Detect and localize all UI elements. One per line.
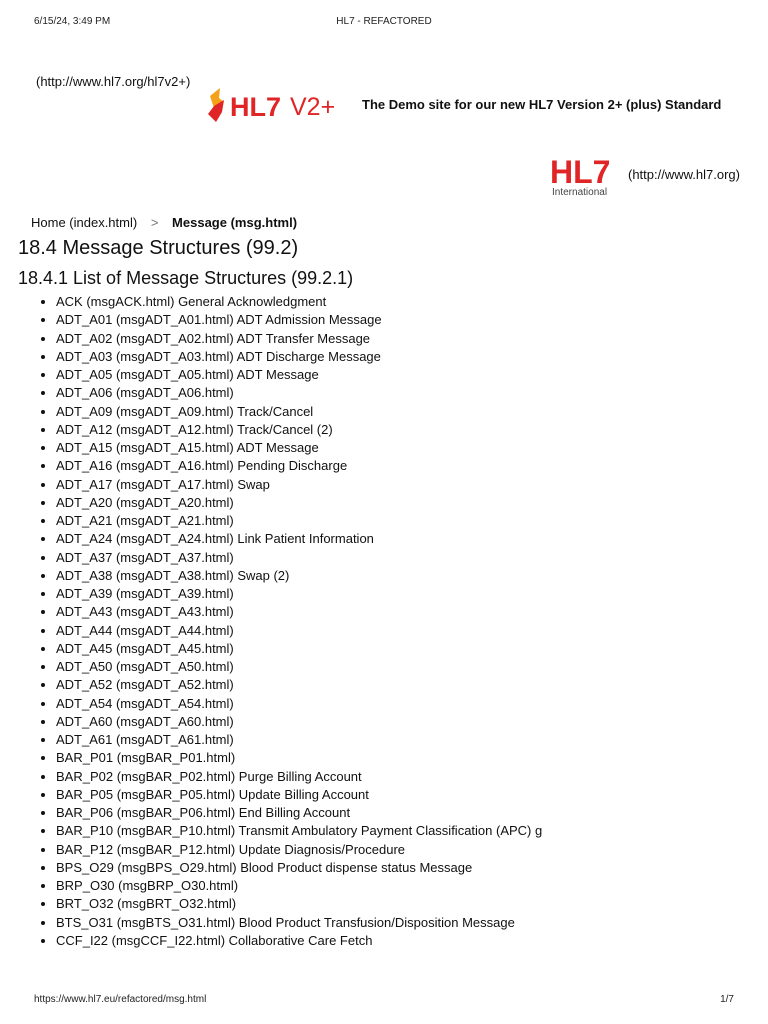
breadcrumb-home-link[interactable]: Home (index.html) [31,215,138,230]
list-item[interactable]: • ADT_A12 (msgADT_A12.html) Track/Cancel (2) [56,421,756,439]
list-item[interactable]: • ADT_A52 (msgADT_A52.html) [56,676,756,694]
list-item[interactable]: • CCF_I22 (msgCCF_I22.html) Collaborative Care Fetch [56,932,756,950]
list-item[interactable]: • ADT_A20 (msgADT_A20.html) [56,494,756,512]
intl-logo-sub-text: International [552,187,608,198]
list-item[interactable]: • ADT_A45 (msgADT_A45.html) [56,640,756,658]
flame-icon [208,88,224,122]
breadcrumb-separator: > [150,215,159,230]
list-item[interactable]: • ADT_A05 (msgADT_A05.html) ADT Message [56,366,756,384]
section-title: 18.4.1 List of Message Structures (99.2.1) [18,268,354,288]
list-item[interactable]: • ADT_A50 (msgADT_A50.html) [56,658,756,676]
list-item[interactable]: • ADT_A61 (msgADT_A61.html) [56,731,756,749]
message-structure-list [36,293,756,950]
print-url: https://www.hl7.eu/refactored/msg.html [34,994,207,1005]
list-item[interactable]: • ADT_A43 (msgADT_A43.html) [56,603,756,621]
breadcrumb-current[interactable]: Message (msg.html) [172,215,298,230]
list-item[interactable]: • ADT_A54 (msgADT_A54.html) [56,695,756,713]
list-item[interactable]: • ADT_A06 (msgADT_A06.html) [56,384,756,402]
intl-logo-hl7-text: HL7 [550,154,611,190]
list-item[interactable]: • BTS_O31 (msgBTS_O31.html) Blood Product Transfusion/Disposition Message [56,914,756,932]
print-footer [34,994,734,1008]
list-item[interactable]: • ADT_A38 (msgADT_A38.html) Swap (2) [56,567,756,585]
list-item[interactable]: • BRP_O30 (msgBRP_O30.html) [56,877,756,895]
list-item[interactable]: • ADT_A24 (msgADT_A24.html) Link Patient Information [56,530,756,548]
list-item[interactable]: • BPS_O29 (msgBPS_O29.html) Blood Product dispense status Message [56,859,756,877]
page-number: 1/7 [720,994,734,1005]
site-tagline: The Demo site for our new HL7 Version 2+ (plus) Standard [362,97,722,112]
list-item[interactable]: • ADT_A44 (msgADT_A44.html) [56,622,756,640]
list-item[interactable]: • ADT_A01 (msgADT_A01.html) ADT Admission Message [56,311,756,329]
list-item[interactable]: • ADT_A21 (msgADT_A21.html) [56,512,756,530]
list-item[interactable]: • ADT_A16 (msgADT_A16.html) Pending Discharge [56,457,756,475]
list-item[interactable]: • BAR_P12 (msgBAR_P12.html) Update Diagnosis/Procedure [56,841,756,859]
breadcrumb [31,215,297,230]
hl7-international-logo[interactable] [550,154,630,198]
list-item[interactable]: • ADT_A09 (msgADT_A09.html) Track/Cancel [56,403,756,421]
list-item[interactable]: • BRT_O32 (msgBRT_O32.html) [56,895,756,913]
print-header [34,16,734,30]
list-item[interactable]: • ADT_A60 (msgADT_A60.html) [56,713,756,731]
v2-logo-hl7-text: HL7 [230,92,282,122]
hl7-v2-logo[interactable] [206,86,352,126]
hl7-org-link[interactable]: (http://www.hl7.org) [628,167,740,182]
list-item[interactable]: • ACK (msgACK.html) General Acknowledgment [56,293,756,311]
list-item[interactable]: • ADT_A17 (msgADT_A17.html) Swap [56,476,756,494]
list-item[interactable]: • BAR_P02 (msgBAR_P02.html) Purge Billing Account [56,768,756,786]
print-title: HL7 - REFACTORED [336,16,432,27]
list-item[interactable]: • BAR_P01 (msgBAR_P01.html) [56,749,756,767]
list-item[interactable]: • ADT_A15 (msgADT_A15.html) ADT Message [56,439,756,457]
page-title: 18.4 Message Structures (99.2) [18,237,299,259]
list-item[interactable]: • BAR_P05 (msgBAR_P05.html) Update Billing Account [56,786,756,804]
v2-logo-suffix-text: V2+ [290,93,336,121]
list-item[interactable]: • ADT_A39 (msgADT_A39.html) [56,585,756,603]
print-date: 6/15/24, 3:49 PM [34,16,111,27]
hl7v2-link[interactable]: (http://www.hl7.org/hl7v2+) [36,74,191,89]
list-item[interactable]: • ADT_A02 (msgADT_A02.html) ADT Transfer Message [56,330,756,348]
list-item[interactable]: • BAR_P06 (msgBAR_P06.html) End Billing Account [56,804,756,822]
list-item[interactable]: • ADT_A37 (msgADT_A37.html) [56,549,756,567]
list-item[interactable]: • BAR_P10 (msgBAR_P10.html) Transmit Ambulatory Payment Classification (APC) g [56,822,756,840]
list-item[interactable]: • ADT_A03 (msgADT_A03.html) ADT Discharge Message [56,348,756,366]
